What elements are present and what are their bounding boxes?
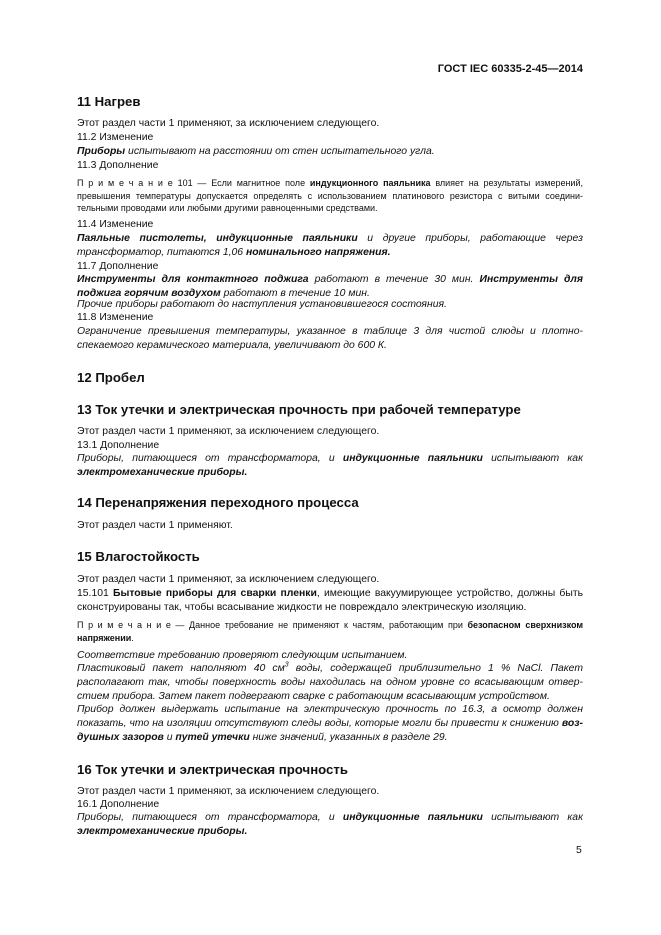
s13-clause-13-1-text: Приборы, питающиеся от трансформатора, и индукционные паяльники испытывают как электромеханические приборы. [77,453,583,479]
s14-intro: Этот раздел части 1 применяют. [77,520,233,531]
s15-intro: Этот раздел части 1 применяют, за исключением следующего. [77,574,380,585]
section-12-title: 12 Пробел [77,370,145,385]
s16-clause-16-1-text: Приборы, питающиеся от трансформатора, и индукционные паяльники испытывают как электромеханические приборы. [77,812,583,838]
s15-bag-test: Пластиковый пакет наполняют 40 $см^3$ воды, содержащей приблизительно 1 % NaCl. Пакет располагают так, чтобы поверхность воды находилась на одном уровне со всасывающим отверстием прибора. Затем пакет подвергают сварке с работающим всасывающим устройством. [77,661,583,703]
s11-clause-11-2: 11.2 Изменение [77,132,154,143]
standard-code: ГОСТ IEC 60335-2-45—2014 [437,63,583,75]
s11-clause-11-7-text: Инструменты для контактного поджига работают в течение 30 мин. Инструменты для поджига горячим воздухом работают в течение 10 мин. [77,274,583,300]
s11-clause-11-8-text: Ограничение превышения температуры, указанное в таблице 3 для чистой слюды и плотноспекаемого керамического материала, увеличивают до 600 К. [77,326,583,352]
s15-compliance: Соответствие требованию проверяют следующим испытанием. [77,650,408,661]
s13-intro: Этот раздел части 1 применяют, за исключением следующего. [77,426,380,437]
s11-clause-11-4: 11.4 Изменение [77,219,154,230]
s16-clause-16-1: 16.1 Дополнение [77,799,160,810]
s11-clause-11-3: 11.3 Дополнение [77,160,159,171]
s11-note-101: П р и м е ч а н и е 101 — Если магнитное поле индукционного паяльника влияет на результаты измерений, превышения температуры допускается определять с использованием платинового резистора с витыми соединительными проводами или любыми другими равноценными средствами. [77,178,583,214]
section-11-title: 11 Нагрев [77,94,141,109]
s13-clause-13-1: 13.1 Дополнение [77,440,160,451]
section-13-title: 13 Ток утечки и электрическая прочность при рабочей температуре [77,402,521,417]
s15-clause-15-101: 15.101 Бытовые приборы для сварки пленки, имеющие вакуумирующее устройство, должны быть сконструированы так, чтобы всасывание жидкости не повреждало электрическую изоляцию. [77,588,584,614]
section-14-title: 14 Перенапряжения переходного процесса [77,495,359,510]
s11-clause-11-8: 11.8 Изменение [77,312,154,323]
s11-clause-11-7-other: Прочие приборы работают до наступления установившегося состояния. [77,299,447,310]
s15-note: П р и м е ч а н и е — Данное требование не применяют к частям, работающим при безопасном сверхнизком напряжении. [77,620,583,643]
s11-clause-11-2-text: Приборы испытывают на расстоянии от стен испытательного угла. [77,146,435,157]
s11-clause-11-7: 11.7 Дополнение [77,261,159,272]
s15-device-test: Прибор должен выдержать испытание на электрическую прочность по 16.3, а осмотр должен показать, что на изоляции отсутствуют следы воды, которые могли бы привести к снижению воздушных зазоров и путей утечки ниже значений, указанных в разделе 29. [77,704,583,744]
s11-intro: Этот раздел части 1 применяют, за исключением следующего. [77,118,380,129]
s11-clause-11-4-text: Паяльные пистолеты, индукционные паяльники и другие приборы, работающие через трансформатор, питаются 1,06 номинального напряжения. [77,233,584,259]
section-15-title: 15 Влагостойкость [77,549,200,564]
s16-intro: Этот раздел части 1 применяют, за исключением следующего. [77,786,380,797]
page-number: 5 [576,845,582,856]
section-16-title: 16 Ток утечки и электрическая прочность [77,762,348,777]
